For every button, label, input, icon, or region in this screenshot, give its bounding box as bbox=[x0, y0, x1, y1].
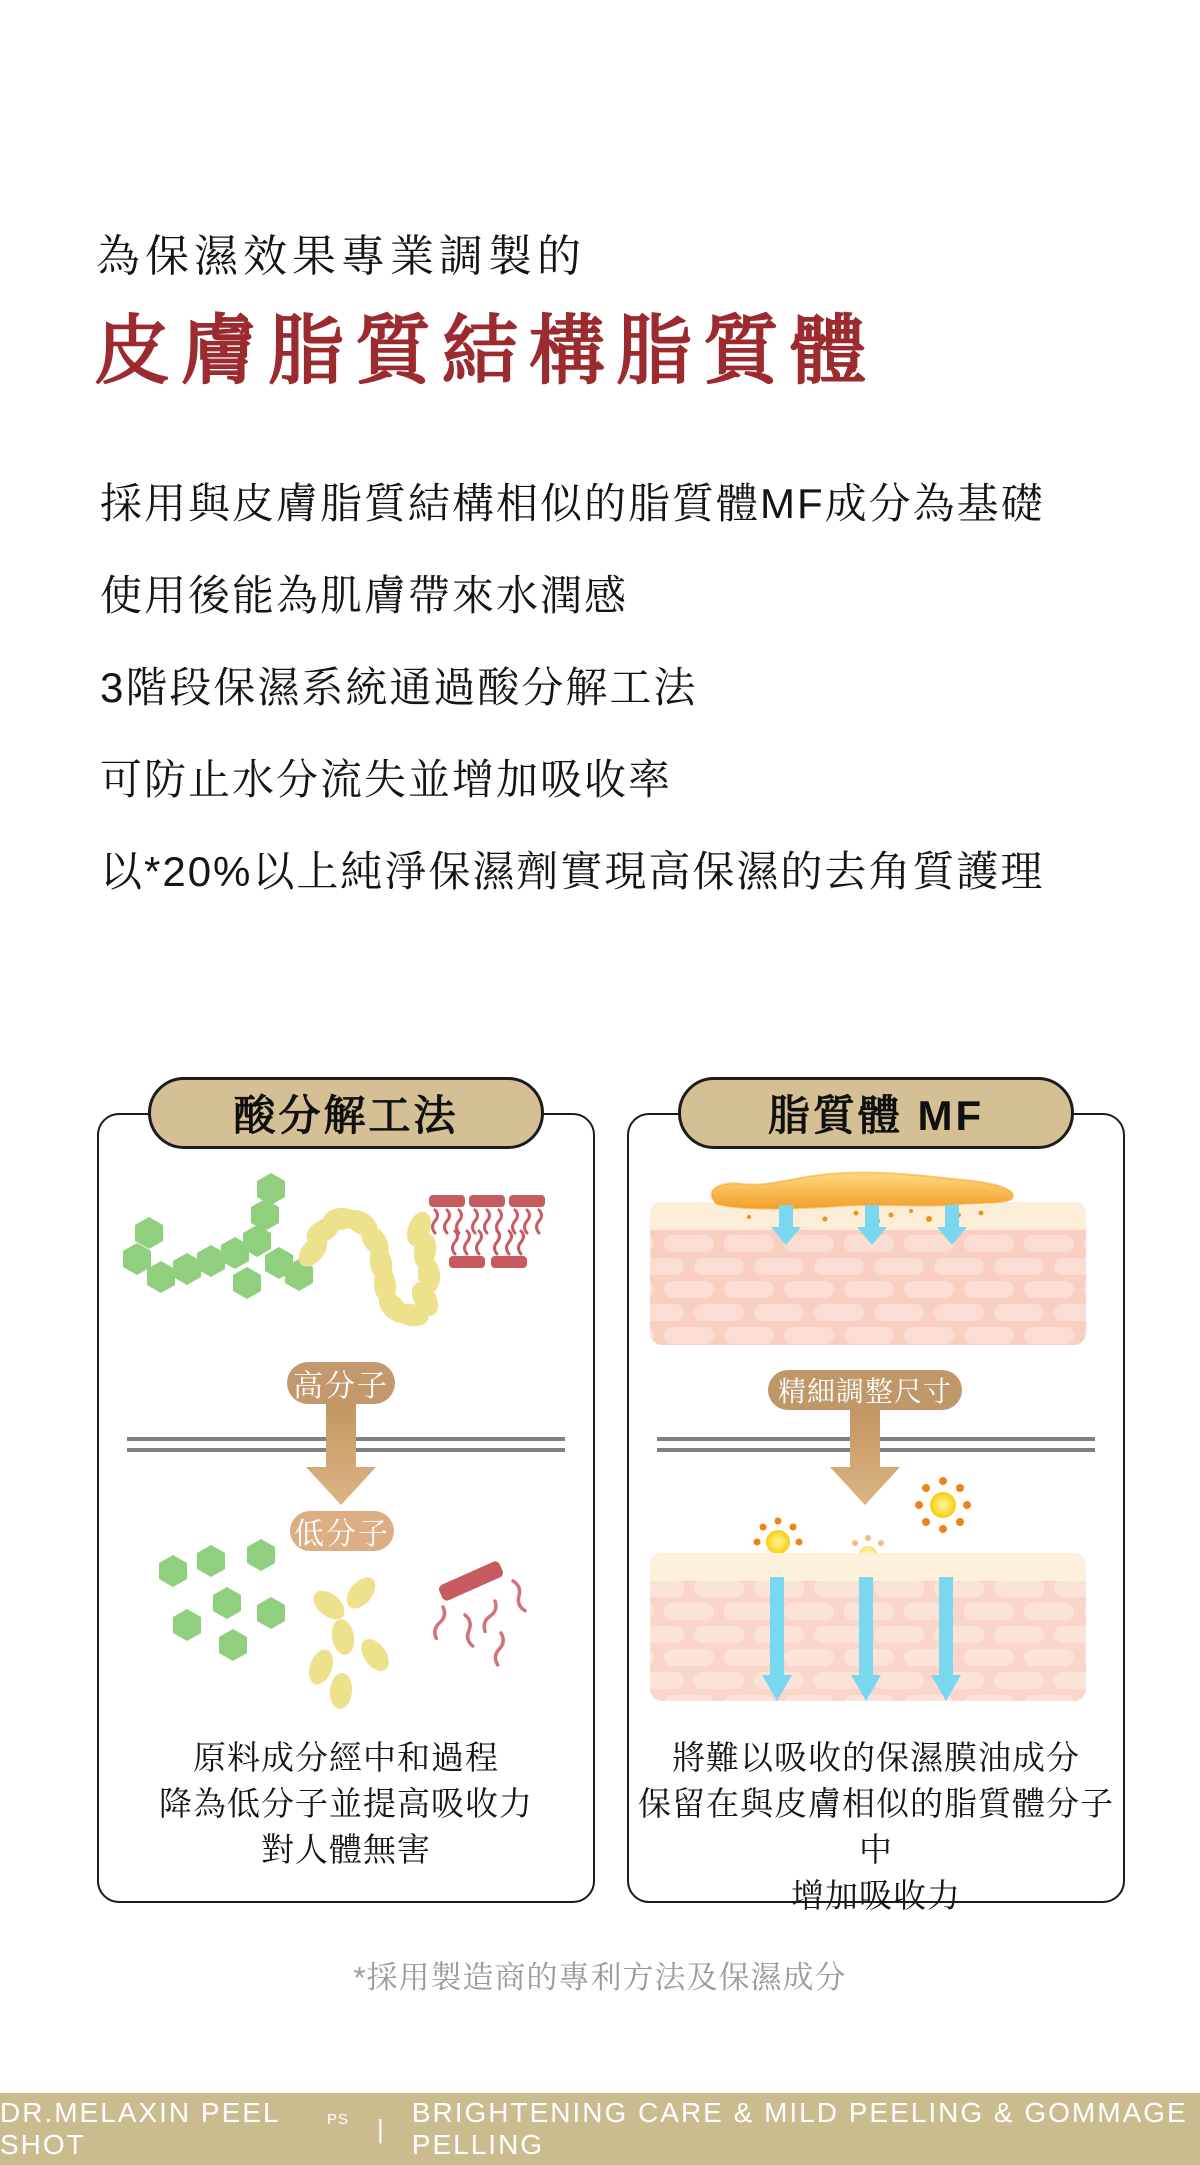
footer-divider: | bbox=[377, 2113, 384, 2144]
caption-line: 降為低分子並提高吸收力 bbox=[159, 1785, 533, 1822]
card-acid-decomposition bbox=[97, 1092, 595, 1903]
body-line: 以*20%以上純淨保濕劑實現高保濕的去角質護理 bbox=[100, 848, 1045, 895]
caption-line: 對人體無害 bbox=[261, 1831, 431, 1868]
intro-body bbox=[100, 458, 1045, 918]
intro-subtitle: 為保濕效果專業調製的 bbox=[96, 232, 586, 281]
card-header-label: 脂質體 MF bbox=[767, 1092, 985, 1139]
brand-superscript: PS bbox=[327, 2110, 350, 2128]
caption-line: 增加吸收力 bbox=[791, 1877, 961, 1914]
footer-bar bbox=[0, 2093, 1200, 2165]
card-header-label: 酸分解工法 bbox=[233, 1092, 459, 1139]
card-caption bbox=[629, 1735, 1123, 1919]
brand-name: DR.MELAXIN PEEL SHOT bbox=[0, 2097, 280, 2160]
low-molecule-label-text: 低分子 bbox=[294, 1518, 390, 1551]
green-molecule-cluster-icon bbox=[123, 1173, 313, 1299]
polymer-label-text: 高分子 bbox=[293, 1370, 389, 1403]
card-header-pill bbox=[678, 1077, 1074, 1149]
polymer-label bbox=[287, 1362, 395, 1404]
page-title: 皮膚脂質結構脂質體 bbox=[94, 309, 877, 394]
polymer-chain-icon bbox=[293, 1204, 444, 1328]
body-line: 採用與皮膚脂質結構相似的脂質體MF成分為基礎 bbox=[100, 480, 1045, 527]
body-line: 可防止水分流失並增加吸收率 bbox=[100, 756, 673, 803]
body-line: 3階段保濕系統通過酸分解工法 bbox=[100, 664, 698, 711]
footnote: *採用製造商的專利方法及保濕成分 bbox=[353, 1960, 847, 1995]
oil-film-icon bbox=[712, 1173, 1014, 1209]
card-header-pill bbox=[148, 1077, 544, 1149]
caption-line: 將難以吸收的保濕膜油成分 bbox=[672, 1739, 1080, 1776]
process-arrow-icon bbox=[830, 1407, 900, 1505]
lipid-bilayer-icon bbox=[429, 1195, 545, 1268]
body-line: 使用後能為肌膚帶來水潤感 bbox=[100, 572, 629, 619]
card-liposome-mf bbox=[627, 1092, 1125, 1914]
low-molecule-label bbox=[290, 1511, 394, 1551]
caption-line: 原料成分經中和過程 bbox=[193, 1739, 499, 1776]
caption-line: 保留在與皮膚相似的脂質體分子中 bbox=[638, 1785, 1114, 1868]
size-adjust-label bbox=[768, 1370, 962, 1410]
size-adjust-label-text: 精細調整尺寸 bbox=[777, 1376, 952, 1407]
decomposed-molecules-icon bbox=[159, 1539, 528, 1710]
card-caption bbox=[99, 1735, 593, 1873]
footer-tagline: BRIGHTENING CARE & MILD PEELING & GOMMAGE PELLING bbox=[411, 2097, 1188, 2160]
